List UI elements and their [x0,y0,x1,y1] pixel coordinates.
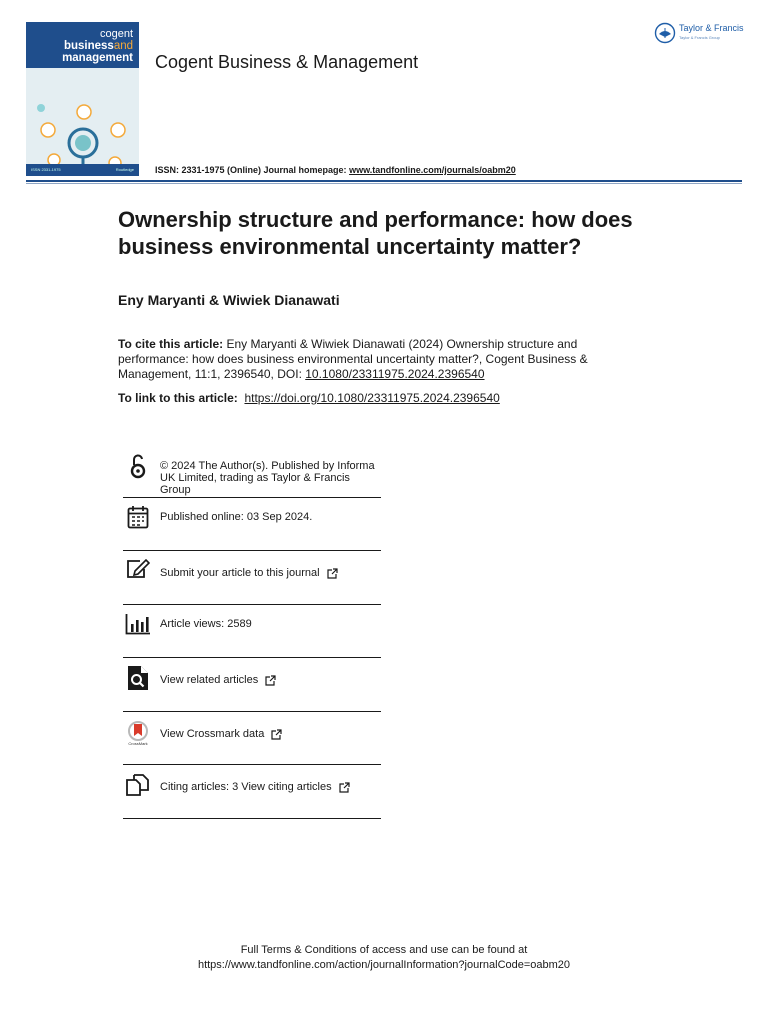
related-row[interactable] [123,658,381,712]
cover-artwork-icon [26,68,139,176]
journal-cover [26,22,139,176]
published-text: Published online: 03 Sep 2024. [160,511,313,523]
article-authors: Eny Maryanti & Wiwiek Dianawati [118,292,340,308]
license-text: © 2024 The Author(s). Published by Informa UK Limited, trading as Taylor & Francis Group [160,460,375,496]
citing-text: Citing articles: 3 View citing articles [160,781,332,793]
header-rule [26,180,742,182]
published-row [123,498,381,551]
external-link-icon [271,729,282,740]
submit-row[interactable] [123,551,381,605]
views-row [123,605,381,658]
bar-chart-icon [125,613,151,635]
publisher-logo-subtext: Taylor & Francis Group [679,35,720,40]
journal-name: Cogent Business & Management [155,52,419,72]
article-url-link[interactable]: https://doi.org/10.1080/23311975.2024.2396540 [244,391,500,405]
footer-line2[interactable]: https://www.tandfonline.com/action/journalInformation?journalCode=oabm20 [197,959,571,971]
cover-title-line2: management [62,52,133,64]
views-text: Article views: 2589 [160,618,252,630]
external-link-icon [339,782,350,793]
crossmark-icon [127,721,149,741]
crossmark-logo-text: CrossMark [128,741,148,746]
cover-footer-publisher: Routledge [115,167,134,172]
cover-footer-issn: ISSN 2331-1975 [31,167,61,172]
article-title: Ownership structure and performance: how does business environmental uncertainty matter? [118,207,633,259]
issn-text: ISSN: 2331-1975 (Online) Journal homepage: [155,165,350,175]
external-link-icon [265,675,276,686]
citing-row[interactable] [123,765,381,819]
citation [118,337,638,382]
issn-line [155,165,516,175]
terms-footer [0,943,768,973]
cover-title-line1: business [63,40,114,52]
footer-line1: Full Terms & Conditions of access and use can be found at [240,944,528,956]
calendar-icon [127,505,149,529]
citing-articles-icon [126,774,150,796]
related-text: View related articles [160,674,259,686]
link-label: To link to this article: [118,391,238,405]
cite-text: Eny Maryanti & Wiwiek Dianawati (2024) Ownership structure and performance: how does business environmental uncertainty matter?, Cogent Business & Management, 11:1, 2396540, DOI: [118,337,588,381]
external-link-icon [327,568,338,579]
crossmark-row[interactable] [123,712,381,765]
license-row[interactable] [123,452,381,498]
journal-homepage-link[interactable]: www.tandfonline.com/journals/oabm20 [349,165,516,175]
taylor-francis-icon [654,22,676,44]
article-link-line [118,391,500,405]
cover-title-and: and [113,40,133,52]
publisher-logo-text: Taylor & Francis [679,23,744,33]
document-search-icon [128,666,148,690]
cover-footer [26,164,139,176]
cover-title [62,28,133,64]
edit-icon [126,559,150,579]
doi-link[interactable]: 10.1080/23311975.2024.2396540 [305,367,485,381]
open-access-icon [130,454,146,480]
cover-brand: cogent [99,28,133,40]
submit-text: Submit your article to this journal [160,567,320,579]
article-info-list [123,452,381,819]
publisher-logo[interactable] [654,22,744,44]
header-rule-thin [26,183,742,184]
cite-label: To cite this article: [118,337,224,351]
crossmark-text: View Crossmark data [160,728,265,740]
